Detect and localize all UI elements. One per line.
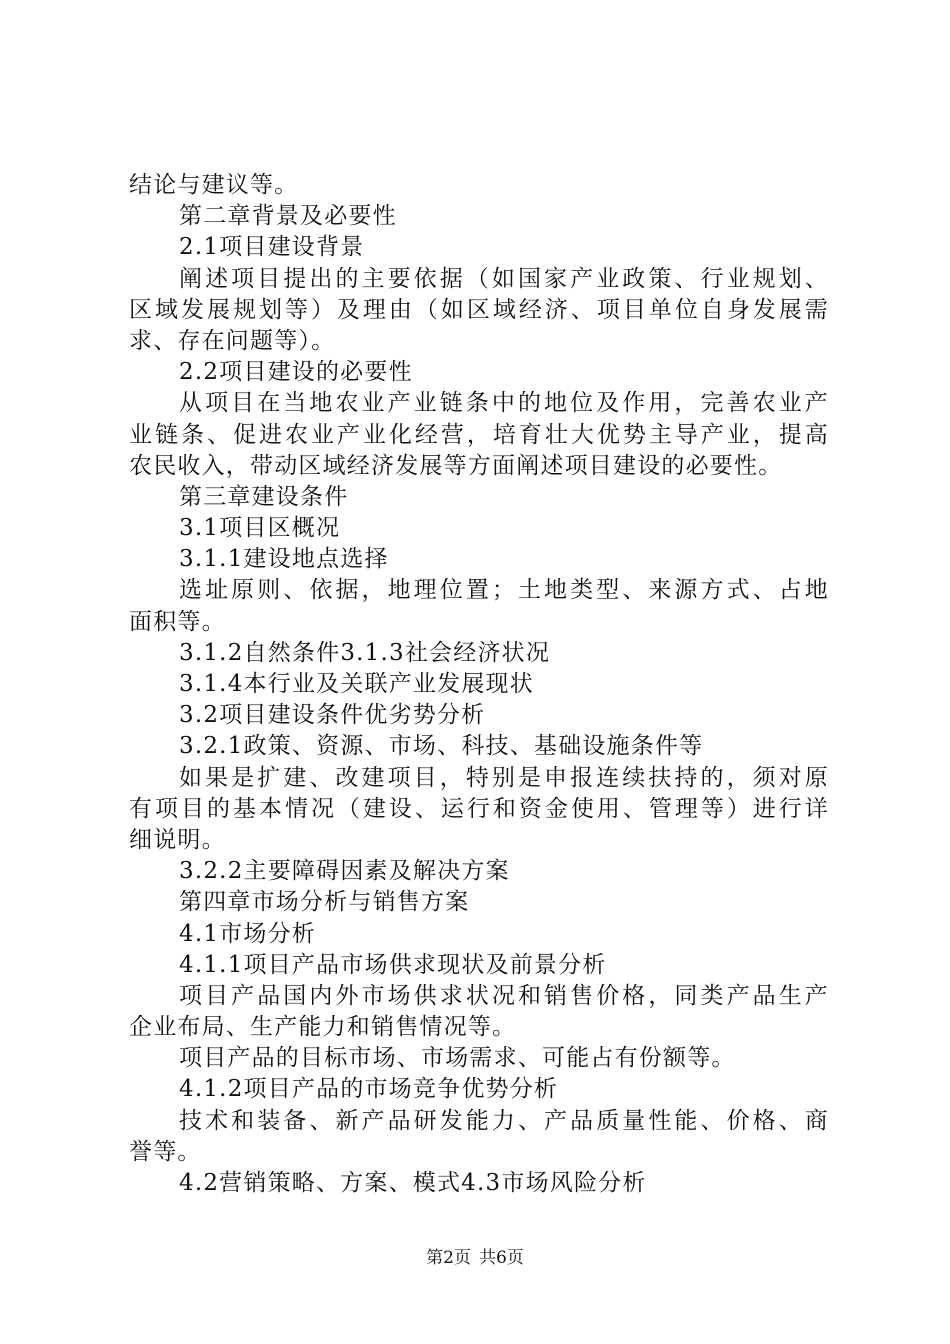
text-line: 4.1.2项目产品的市场竞争优势分析 — [179, 1076, 559, 1103]
text-line: 3.2.1政策、资源、市场、科技、基础设施条件等 — [179, 733, 704, 760]
text-line: 从项目在当地农业产业链条中的地位及作用，完善农业产 — [179, 390, 829, 417]
document-body — [129, 170, 829, 1199]
text-line: 第二章背景及必要性 — [179, 203, 397, 230]
text-line: 2.1项目建设背景 — [179, 234, 365, 261]
page-total: 共6页 — [479, 1248, 524, 1268]
text-line: 求、存在问题等）。 — [129, 327, 336, 354]
text-line: 4.1.1项目产品市场供求现状及前景分析 — [179, 951, 607, 978]
text-line: 2.2项目建设的必要性 — [179, 359, 413, 386]
text-line: 3.1.4本行业及关联产业发展现状 — [179, 671, 534, 697]
text-line: 项目产品的目标市场、市场需求、可能占有份额等。 — [179, 1045, 736, 1072]
text-line: 誉等。 — [129, 1138, 202, 1165]
text-line: 选址原则、依据，地理位置；土地类型、来源方式、占地 — [179, 577, 829, 604]
text-line: 4.1市场分析 — [179, 920, 316, 947]
text-line: 细说明。 — [129, 826, 226, 853]
text-line: 3.1.2自然条件3.1.3社会经济状况 — [179, 639, 551, 666]
text-line: 项目产品国内外市场供求状况和销售价格，同类产品生产 — [179, 982, 829, 1009]
text-line: 面积等。 — [129, 608, 226, 635]
page-footer — [0, 1243, 950, 1268]
text-line: 技术和装备、新产品研发能力、产品质量性能、价格、商 — [179, 1107, 829, 1134]
text-line: 结论与建议等。 — [129, 172, 299, 198]
text-line: 企业布局、生产能力和销售情况等。 — [129, 1014, 517, 1041]
text-line: 4.2营销策略、方案、模式4.3市场风险分析 — [179, 1170, 647, 1196]
text-line: 3.2.2主要障碍因素及解决方案 — [179, 858, 510, 885]
text-line: 阐述项目提出的主要依据（如国家产业政策、行业规划、 — [179, 265, 829, 292]
text-line: 业链条、促进农业产业化经营，培育壮大优势主导产业，提高 — [129, 421, 829, 448]
text-line: 3.1.1建设地点选择 — [179, 546, 389, 573]
text-line: 有项目的基本情况（建设、运行和资金使用、管理等）进行详 — [129, 795, 829, 822]
text-line: 第三章建设条件 — [179, 483, 349, 510]
text-line: 第四章市场分析与销售方案 — [179, 889, 470, 916]
text-line: 农民收入，带动区域经济发展等方面阐述项目建设的必要性。 — [129, 452, 783, 479]
text-line: 区域发展规划等）及理由（如区域经济、项目单位自身发展需 — [129, 296, 829, 323]
text-line: 如果是扩建、改建项目，特别是申报连续扶持的，须对原 — [179, 764, 829, 791]
page-number: 第2页 — [426, 1248, 471, 1268]
text-line: 3.1项目区概况 — [179, 515, 341, 542]
text-line: 3.2项目建设条件优劣势分析 — [179, 702, 486, 729]
